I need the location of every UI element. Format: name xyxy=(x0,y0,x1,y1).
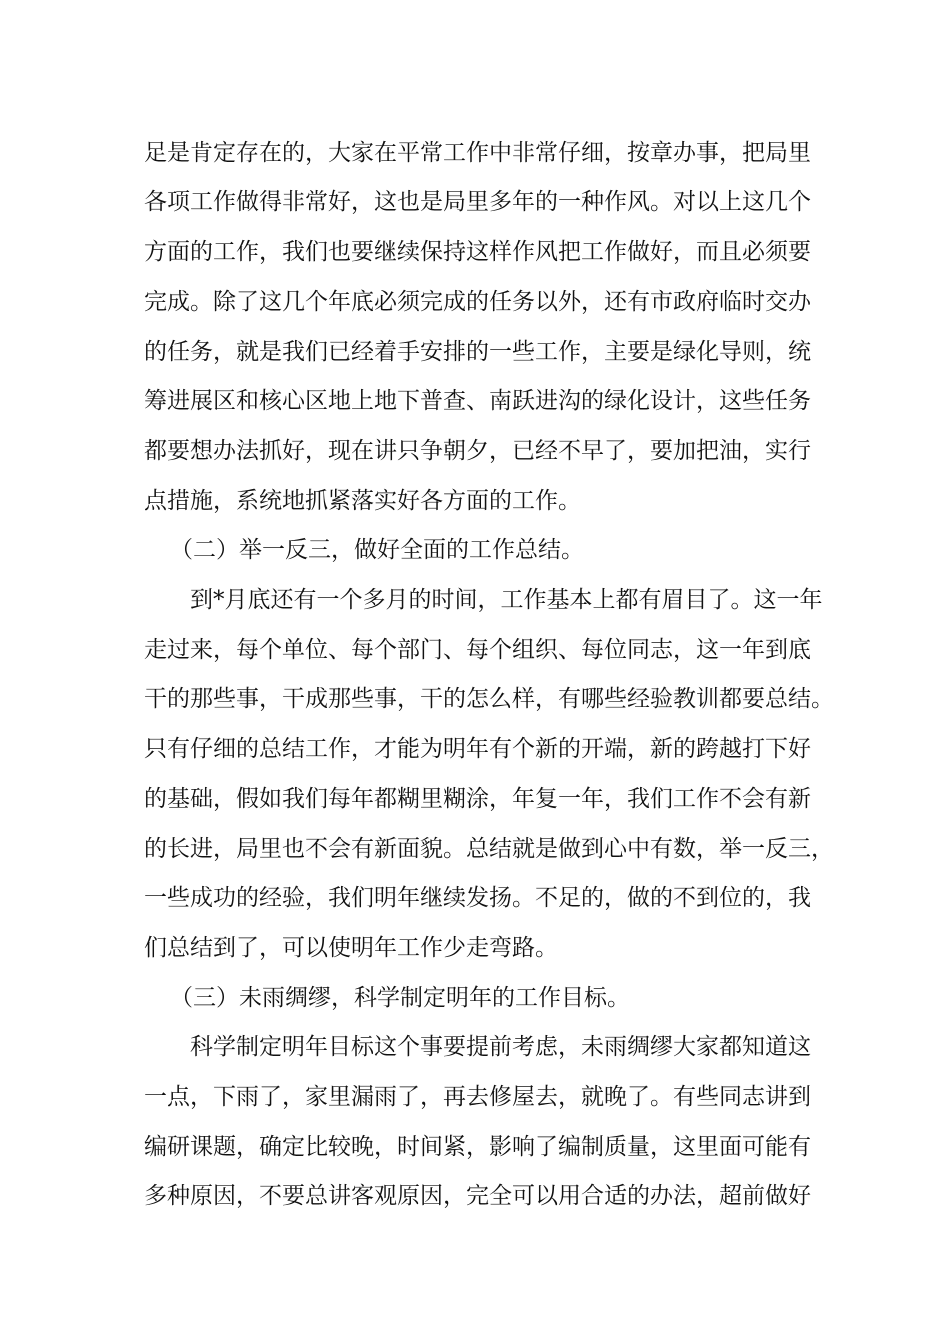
line-text: 们总结到了，可以使明年工作少走弯路。 xyxy=(144,935,558,961)
text-line xyxy=(0,829,950,869)
text-line xyxy=(0,630,950,670)
line-text: 的基础，假如我们每年都糊里糊涂，年复一年，我们工作不会有新 xyxy=(144,786,811,812)
line-text: 各项工作做得非常好，这也是局里多年的一种作风。对以上这几个 xyxy=(144,189,811,215)
line-text: 都要想办法抓好，现在讲只争朝夕，已经不早了，要加把油，实行 xyxy=(144,438,811,464)
line-text: 的任务，就是我们已经着手安排的一些工作，主要是绿化导则，统 xyxy=(144,339,811,365)
line-text: 点措施，系统地抓紧落实好各方面的工作。 xyxy=(144,488,581,514)
section-heading xyxy=(0,978,950,1018)
line-text: 多种原因，不要总讲客观原因，完全可以用合适的办法，超前做好 xyxy=(144,1183,811,1209)
text-line xyxy=(0,282,950,322)
text-line xyxy=(0,1027,950,1067)
text-line xyxy=(0,381,950,421)
heading-text: （二）举一反三，做好全面的工作总结。 xyxy=(170,537,584,563)
text-line xyxy=(0,481,950,521)
line-text: 干的那些事，干成那些事，干的怎么样，有哪些经验教训都要总结。 xyxy=(144,686,834,712)
text-line xyxy=(0,1127,950,1167)
text-line xyxy=(0,431,950,471)
line-text: 一点，下雨了，家里漏雨了，再去修屋去，就晚了。有些同志讲到 xyxy=(144,1084,811,1110)
line-text: 的长进，局里也不会有新面貌。总结就是做到心中有数，举一反三， xyxy=(144,836,834,862)
text-line xyxy=(0,133,950,173)
text-line xyxy=(0,232,950,272)
text-line xyxy=(0,928,950,968)
text-line xyxy=(0,1077,950,1117)
text-line xyxy=(0,729,950,769)
text-line xyxy=(0,878,950,918)
text-line xyxy=(0,580,950,620)
line-text: 方面的工作，我们也要继续保持这样作风把工作做好，而且必须要 xyxy=(144,239,811,265)
text-line xyxy=(0,779,950,819)
heading-text: （三）未雨绸缪，科学制定明年的工作目标。 xyxy=(170,985,630,1011)
text-line xyxy=(0,332,950,372)
line-text: 只有仔细的总结工作，才能为明年有个新的开端，新的跨越打下好 xyxy=(144,736,811,762)
line-text: 科学制定明年目标这个事要提前考虑，未雨绸缪大家都知道这 xyxy=(190,1034,811,1060)
line-text: 编研课题，确定比较晚，时间紧，影响了编制质量，这里面可能有 xyxy=(144,1134,811,1160)
text-line xyxy=(0,182,950,222)
text-line xyxy=(0,1176,950,1216)
text-line xyxy=(0,679,950,719)
line-text: 到*月底还有一个多月的时间，工作基本上都有眉目了。这一年 xyxy=(190,587,823,613)
line-text: 一些成功的经验，我们明年继续发扬。不足的，做的不到位的，我 xyxy=(144,885,811,911)
line-text: 筹进展区和核心区地上地下普查、南跃进沟的绿化设计，这些任务 xyxy=(144,388,811,414)
line-text: 走过来，每个单位、每个部门、每个组织、每位同志，这一年到底 xyxy=(144,637,811,663)
section-heading xyxy=(0,530,950,570)
line-text: 足是肯定存在的，大家在平常工作中非常仔细，按章办事，把局里 xyxy=(144,140,811,166)
line-text: 完成。除了这几个年底必须完成的任务以外，还有市政府临时交办 xyxy=(144,289,811,315)
